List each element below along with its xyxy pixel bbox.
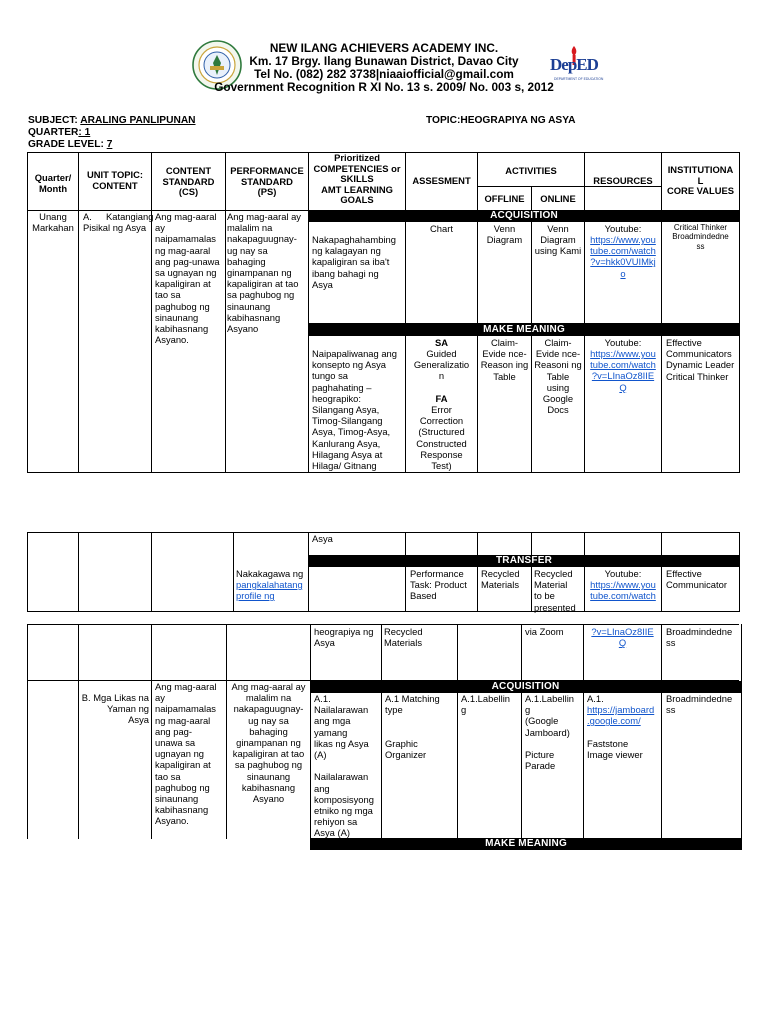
make-meaning-online: Claim- Evide nce- Reasoni ng Table using Google Docs	[534, 337, 582, 416]
competency-continuation: Asya	[312, 533, 333, 544]
deped-subtitle: DEPARTMENT OF EDUCATION	[554, 77, 604, 81]
make-meaning-fa-text: Error Correction (Structured Constructed Response Test)	[416, 404, 467, 472]
grade-line	[28, 139, 112, 150]
make-meaning-core-values: Effective Communicators Dynamic Leader Critical Thinker	[666, 337, 735, 382]
competency-continuation-2: heograpiya ng Asya	[314, 626, 374, 649]
acquisition-core-values-2: Broadmindedne ss	[666, 693, 733, 716]
deped-logo	[548, 44, 604, 88]
topic-line: TOPIC:HEOGRAPIYA NG ASYA	[426, 115, 576, 126]
unit-topic-a-number: A.	[83, 211, 92, 222]
make-meaning-competency: Naipapaliwanag ang konsepto ng Asya tungo sa paghahating – heograpiko: Silangang Asya, Timog-Silangang Asya, Timog-Asya, Kanlurang Asya, Hilagang Asya at Hilaga/ Gitnang	[312, 348, 397, 472]
quarter-label: QUARTER	[28, 127, 79, 138]
unit-topic-b: B. Mga Likas na Yaman ng Asya	[81, 692, 149, 726]
make-meaning-sa-text: Guided Generalizatio n	[413, 348, 470, 382]
subject-label: SUBJECT:	[28, 115, 81, 126]
acquisition-resource-label: Youtube:	[604, 223, 642, 234]
school-name: NEW ILANG ACHIEVERS ACADEMY INC.	[269, 41, 499, 55]
performance-standard-cell-2: Ang mag-aaral ay malalim na nakapaguugnay- ug nay sa bahaging ginampanan ng kapaligiran at tao sa paghubog ng sinaunang kabihasnang Asyano	[231, 681, 306, 805]
quarter-month-cell: Unang Markahan	[32, 211, 74, 234]
acquisition-resource-label-2: A.1.	[587, 693, 604, 704]
content-standard-cell-2: Ang mag-aaral ay naipamamalas ng mag-aaral ang pag- unawa sa ugnayan ng kapaligiran at tao sa paghubog ng sinaunang kabihasnang Asyano.	[155, 681, 217, 827]
acquisition-competency: Nakapaghahambing ng kalagayan ng kapaligiran sa iba't ibang bahagi ng Asya	[312, 234, 396, 290]
make-meaning-resource-label: Youtube:	[604, 337, 642, 348]
transfer-performance-link[interactable]: pangkalahatang profile ng	[236, 579, 303, 602]
header-content-standard: CONTENT STANDARD (CS)	[162, 165, 215, 198]
acquisition-online: Venn Diagram using Kami	[534, 223, 582, 257]
school-contact: Tel No. (082) 282 3738|niaaiofficial@gmail.com	[254, 67, 514, 81]
header-quarter-month: Quarter/ Month	[34, 172, 72, 194]
subject-line	[28, 115, 196, 126]
transfer-band: TRANSFER	[309, 555, 739, 567]
acquisition-online-2: A.1.Labellin g (Google Jamboard) Picture Parade	[525, 693, 574, 772]
acquisition-resource-link-2[interactable]: https://jamboard .google.com/	[587, 704, 655, 727]
grade-value: 7	[106, 139, 113, 150]
transfer-performance-standard: Nakakagawa ng	[236, 568, 304, 579]
acquisition-resource-link[interactable]: https://www.you tube.com/watch ?v=hkk0VUIMkj o	[590, 234, 656, 279]
transfer-offline: Recycled Materials	[481, 568, 520, 591]
government-recognition: Government Recognition R XI No. 13 s. 2009/ No. 003 s, 2012	[214, 80, 554, 94]
make-meaning-offline: Claim- Evide nce- Reason ing Table	[480, 337, 529, 382]
transfer-resource-link[interactable]: https://www.you tube.com/watch	[590, 579, 656, 602]
school-address: Km. 17 Brgy. Ilang Bunawan District, Davao City	[249, 54, 519, 68]
deped-wordmark: DepED	[550, 55, 598, 74]
unit-topic-a-title-2: Pisikal ng Asya	[83, 222, 147, 233]
quarter-line	[28, 127, 90, 138]
acquisition-assessment-2: A.1 Matching type Graphic Organizer	[385, 693, 440, 761]
make-meaning-band: MAKE MEANING	[309, 324, 739, 336]
unit-topic-a-title: Katangiang	[106, 211, 154, 222]
online-continuation: via Zoom	[525, 626, 564, 637]
acquisition-core-values: Critical Thinker Broadmindedne ss	[672, 223, 729, 251]
make-meaning-sa-label: SA	[434, 337, 449, 348]
performance-standard-cell: Ang mag-aaral ay malalim na nakapaguugnay- ug nay sa bahaging ginampanan ng kapaligiran at tao sa paghubog ng sinaunang kabihasnang Asyano	[227, 211, 301, 335]
header-online: ONLINE	[540, 193, 576, 204]
header-assessment: ASSESMENT	[412, 175, 471, 186]
header-activities: ACTIVITIES	[505, 165, 557, 176]
subject-value: ARALING PANLIPUNAN	[80, 115, 196, 126]
assessment-continuation: Recycled Materials	[384, 626, 423, 649]
make-meaning-resource-link[interactable]: https://www.you tube.com/watch ?v=LInaOz8IIE Q	[590, 348, 656, 393]
header-offline: OFFLINE	[484, 193, 525, 204]
transfer-online: Recycled Material to be presented	[534, 568, 576, 613]
acquisition-offline: Venn Diagram	[486, 223, 523, 246]
acquisition-assessment: Chart	[430, 223, 453, 234]
transfer-assessment: Performance Task: Product Based	[410, 568, 467, 602]
header-resources: RESOURCES	[593, 175, 653, 186]
core-values-continuation: Broadmindedne ss	[666, 626, 733, 649]
acquisition-band-2: ACQUISITION	[310, 681, 741, 693]
grade-label: GRADE LEVEL:	[28, 139, 107, 150]
quarter-value: : 1	[78, 127, 91, 138]
transfer-resource-label: Youtube:	[604, 568, 642, 579]
resource-link-continuation[interactable]: ?v=LInaOz8IIE Q	[591, 626, 654, 649]
header-core-values: INSTITUTIONA L CORE VALUES	[666, 164, 735, 197]
make-meaning-band-2: MAKE MEANING	[310, 838, 742, 850]
header-unit-topic: UNIT TOPIC: CONTENT	[86, 169, 144, 191]
transfer-core-values: Effective Communicator	[666, 568, 727, 591]
acquisition-resource-extra-2: Faststone Image viewer	[587, 738, 643, 761]
header-competencies: Prioritized COMPETENCIES or SKILLS AMT LEARNING GOALS	[313, 152, 401, 206]
make-meaning-fa-label: FA	[435, 393, 448, 404]
content-standard-cell: Ang mag-aaral ay naipamamalas ng mag-aaral ang pag-unawa sa ugnayan ng kapaligiran at tao sa paghubog ng sinaunang kabihasnang Asyano.	[155, 211, 220, 346]
acquisition-band: ACQUISITION	[309, 210, 739, 222]
header-performance-standard: PERFORMANCE STANDARD (PS)	[230, 165, 304, 198]
acquisition-offline-2: A.1.Labellin g	[461, 693, 510, 716]
acquisition-competency-2: A.1. Nailalarawan ang mga yamang likas ng Asya (A) Nailalarawan ang komposisyong etniko ng mga rehiyon sa Asya (A)	[314, 693, 374, 839]
